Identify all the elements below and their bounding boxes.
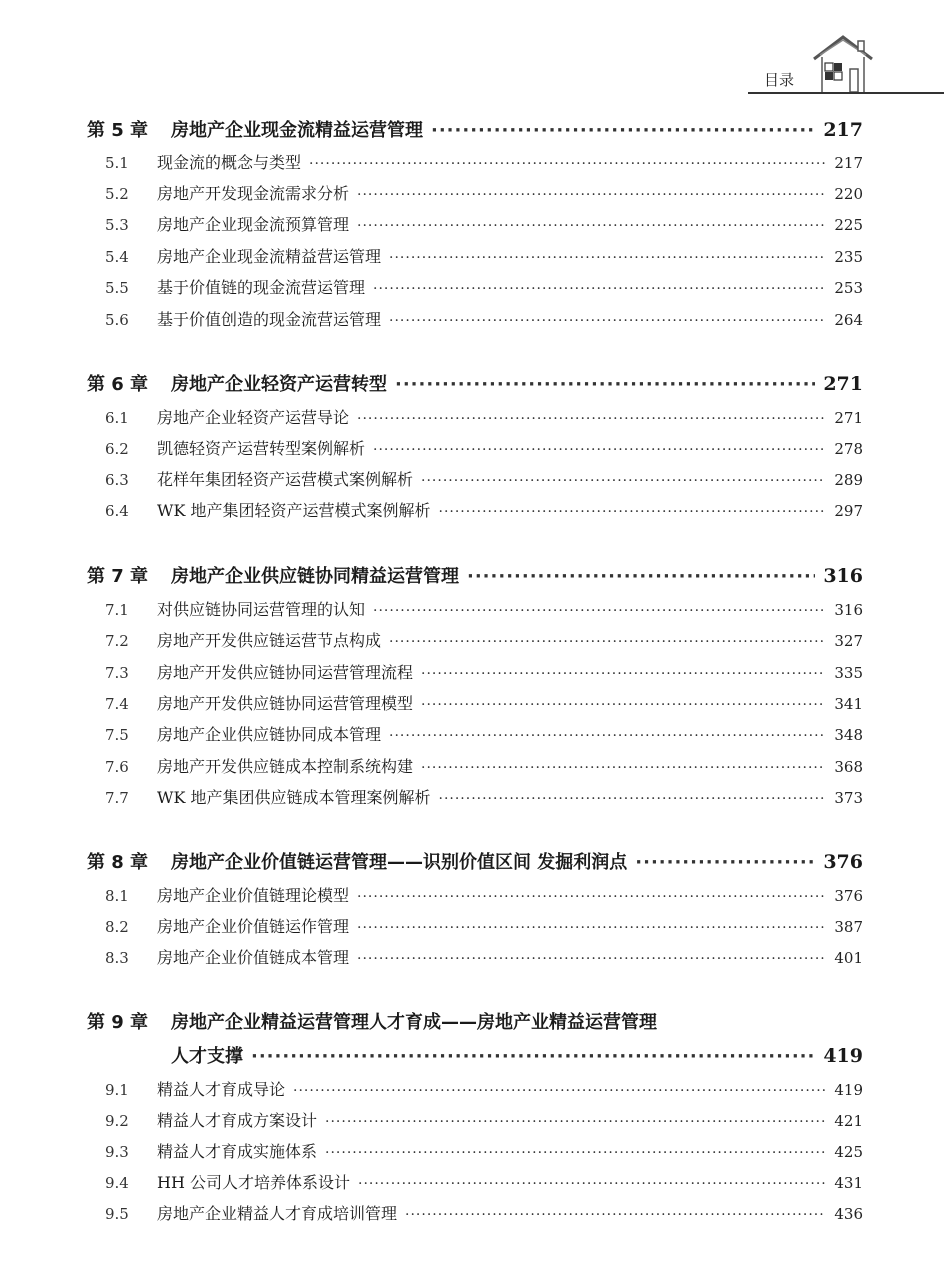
section-entry[interactable]: [105, 181, 863, 204]
dot-leader: [439, 791, 826, 807]
section-number: 9.1: [105, 1081, 129, 1099]
section-entry[interactable]: [105, 660, 863, 683]
chapter-page: 376: [823, 851, 863, 873]
section-title: 房地产企业精益人才育成培训管理: [157, 1204, 398, 1223]
section-number: 7.4: [105, 695, 129, 713]
chapter-page: 316: [823, 565, 863, 587]
chapter-page: 217: [823, 119, 863, 141]
section-number: 5.3: [105, 216, 129, 234]
section-number: 6.1: [105, 409, 129, 427]
section-title: 房地产开发供应链成本控制系统构建: [157, 757, 414, 776]
section-entry[interactable]: [105, 1201, 863, 1224]
dot-leader: [357, 920, 825, 936]
chapter-entry[interactable]: [87, 1008, 863, 1034]
dot-leader: [395, 374, 815, 395]
section-entry[interactable]: [105, 405, 863, 428]
section-number: 7.6: [105, 758, 129, 776]
section-entry[interactable]: [105, 307, 863, 330]
section-page: 348: [834, 726, 863, 744]
dot-leader: [431, 120, 815, 141]
dot-leader: [373, 603, 825, 619]
chapter-number: 第 7 章: [87, 566, 149, 587]
dot-leader: [389, 634, 825, 650]
section-title: 花样年集团轻资产运营模式案例解析: [157, 470, 414, 489]
section-title: 房地产企业现金流预算管理: [157, 215, 350, 234]
section-title: 房地产开发供应链运营节点构成: [157, 631, 382, 650]
dot-leader: [293, 1083, 825, 1099]
dot-leader: [389, 313, 825, 329]
section-entry[interactable]: [105, 1077, 863, 1100]
section-number: 5.1: [105, 154, 129, 172]
chapter-number: 第 8 章: [87, 852, 149, 873]
dot-leader: [467, 566, 815, 587]
section-number: 9.5: [105, 1205, 129, 1223]
section-title: 房地产企业现金流精益营运管理: [157, 247, 382, 266]
section-page: 421: [834, 1112, 863, 1130]
section-entry[interactable]: [105, 945, 863, 968]
section-entry[interactable]: [105, 754, 863, 777]
section-number: 6.4: [105, 502, 129, 520]
chapter-number: 第 5 章: [87, 120, 149, 141]
section-title: 房地产开发供应链协同运营管理流程: [157, 663, 414, 682]
section-page: 335: [834, 664, 863, 682]
section-page: 401: [834, 949, 863, 967]
dot-leader: [309, 156, 825, 172]
dot-leader: [325, 1114, 825, 1130]
section-number: 9.4: [105, 1174, 129, 1192]
section-entry[interactable]: [105, 244, 863, 267]
section-title: 房地产企业轻资产运营导论: [157, 408, 350, 427]
house-icon: [810, 33, 876, 93]
dot-leader: [358, 1176, 825, 1192]
section-page: 341: [834, 695, 863, 713]
section-title: WK 地产集团轻资产运营模式案例解析: [157, 501, 431, 520]
section-number: 5.4: [105, 248, 129, 266]
section-title: 房地产企业价值链成本管理: [157, 948, 350, 967]
section-entry[interactable]: [105, 275, 863, 298]
section-page: 368: [834, 758, 863, 776]
section-title: 房地产开发现金流需求分析: [157, 184, 350, 203]
header-rule: [748, 92, 944, 94]
section-number: 9.3: [105, 1143, 129, 1161]
chapter-title: 房地产企业轻资产运营转型: [171, 374, 387, 395]
section-entry[interactable]: [105, 212, 863, 235]
chapter-page: 271: [823, 373, 863, 395]
chapter-entry[interactable]: [87, 116, 863, 142]
dot-leader: [421, 760, 825, 776]
section-entry[interactable]: [105, 436, 863, 459]
section-number: 6.3: [105, 471, 129, 489]
section-entry[interactable]: [105, 1139, 863, 1162]
chapter-title: 房地产企业价值链运营管理——识别价值区间 发掘利润点: [171, 852, 628, 873]
section-entry[interactable]: [105, 691, 863, 714]
section-page: 425: [834, 1143, 863, 1161]
section-number: 8.3: [105, 949, 129, 967]
chapter-title: 房地产企业精益运营管理人才育成——房地产业精益运营管理: [171, 1012, 657, 1033]
dot-leader: [421, 473, 825, 489]
chapter-number: 第 9 章: [87, 1012, 149, 1033]
chapter-entry[interactable]: [87, 562, 863, 588]
section-entry[interactable]: [105, 467, 863, 490]
section-entry[interactable]: [105, 1170, 863, 1193]
chapter-entry[interactable]: [87, 370, 863, 396]
dot-leader: [439, 504, 826, 520]
section-title: 现金流的概念与类型: [157, 153, 302, 172]
dot-leader: [405, 1207, 825, 1223]
dot-leader: [325, 1145, 825, 1161]
section-title: HH 公司人才培养体系设计: [157, 1173, 350, 1192]
section-title: 精益人才育成实施体系: [157, 1142, 318, 1161]
section-number: 7.1: [105, 601, 129, 619]
chapter-title: 房地产企业现金流精益运营管理: [171, 120, 423, 141]
section-number: 8.2: [105, 918, 129, 936]
section-page: 436: [834, 1205, 863, 1223]
section-title: 凯德轻资产运营转型案例解析: [157, 439, 366, 458]
dot-leader: [357, 889, 825, 905]
section-page: 264: [834, 311, 863, 329]
section-page: 373: [834, 789, 863, 807]
dot-leader: [389, 728, 825, 744]
section-page: 271: [834, 409, 863, 427]
section-page: 327: [834, 632, 863, 650]
page-header: [0, 0, 944, 100]
section-page: 253: [834, 279, 863, 297]
section-title: 房地产开发供应链协同运营管理模型: [157, 694, 414, 713]
dot-leader: [635, 852, 815, 873]
section-number: 9.2: [105, 1112, 129, 1130]
section-number: 5.2: [105, 185, 129, 203]
section-title: 房地产企业价值链运作管理: [157, 917, 350, 936]
chapter-page: 419: [823, 1045, 863, 1067]
dot-leader: [421, 666, 825, 682]
section-entry[interactable]: [105, 628, 863, 651]
section-entry[interactable]: [105, 722, 863, 745]
chapter-title-continued: 人才支撑: [171, 1046, 243, 1067]
chapter-entry[interactable]: [87, 848, 863, 874]
dot-leader: [251, 1046, 815, 1067]
section-page: 387: [834, 918, 863, 936]
dot-leader: [357, 187, 825, 203]
section-page: 225: [834, 216, 863, 234]
section-entry[interactable]: [105, 914, 863, 937]
section-entry[interactable]: [105, 883, 863, 906]
section-entry[interactable]: [105, 1108, 863, 1131]
section-page: 297: [834, 502, 863, 520]
chapter-title: 房地产企业供应链协同精益运营管理: [171, 566, 459, 587]
section-page: 217: [834, 154, 863, 172]
dot-leader: [357, 951, 825, 967]
chapter-number: 第 6 章: [87, 374, 149, 395]
section-entry[interactable]: [105, 597, 863, 620]
section-entry[interactable]: [105, 498, 863, 521]
section-title: 精益人才育成导论: [157, 1080, 286, 1099]
section-number: 8.1: [105, 887, 129, 905]
section-number: 6.2: [105, 440, 129, 458]
dot-leader: [357, 218, 825, 234]
section-title: 房地产企业价值链理论模型: [157, 886, 350, 905]
section-number: 7.7: [105, 789, 129, 807]
dot-leader: [373, 442, 825, 458]
section-page: 431: [834, 1174, 863, 1192]
section-number: 7.2: [105, 632, 129, 650]
section-title: 房地产企业供应链协同成本管理: [157, 725, 382, 744]
section-title: WK 地产集团供应链成本管理案例解析: [157, 788, 431, 807]
section-page: 278: [834, 440, 863, 458]
section-page: 376: [834, 887, 863, 905]
section-page: 220: [834, 185, 863, 203]
section-number: 5.6: [105, 311, 129, 329]
section-entry[interactable]: [105, 785, 863, 808]
section-entry[interactable]: [105, 150, 863, 173]
section-number: 7.3: [105, 664, 129, 682]
section-title: 对供应链协同运营管理的认知: [157, 600, 366, 619]
chapter-entry-continued[interactable]: [171, 1042, 863, 1068]
dot-leader: [373, 281, 825, 297]
section-title: 精益人才育成方案设计: [157, 1111, 318, 1130]
dot-leader: [421, 697, 825, 713]
section-title: 基于价值链的现金流营运管理: [157, 278, 366, 297]
dot-leader: [389, 250, 825, 266]
section-page: 235: [834, 248, 863, 266]
section-page: 316: [834, 601, 863, 619]
section-page: 289: [834, 471, 863, 489]
section-number: 5.5: [105, 279, 129, 297]
section-page: 419: [834, 1081, 863, 1099]
header-title: 目录: [764, 71, 795, 89]
dot-leader: [357, 411, 825, 427]
section-title: 基于价值创造的现金流营运管理: [157, 310, 382, 329]
section-number: 7.5: [105, 726, 129, 744]
